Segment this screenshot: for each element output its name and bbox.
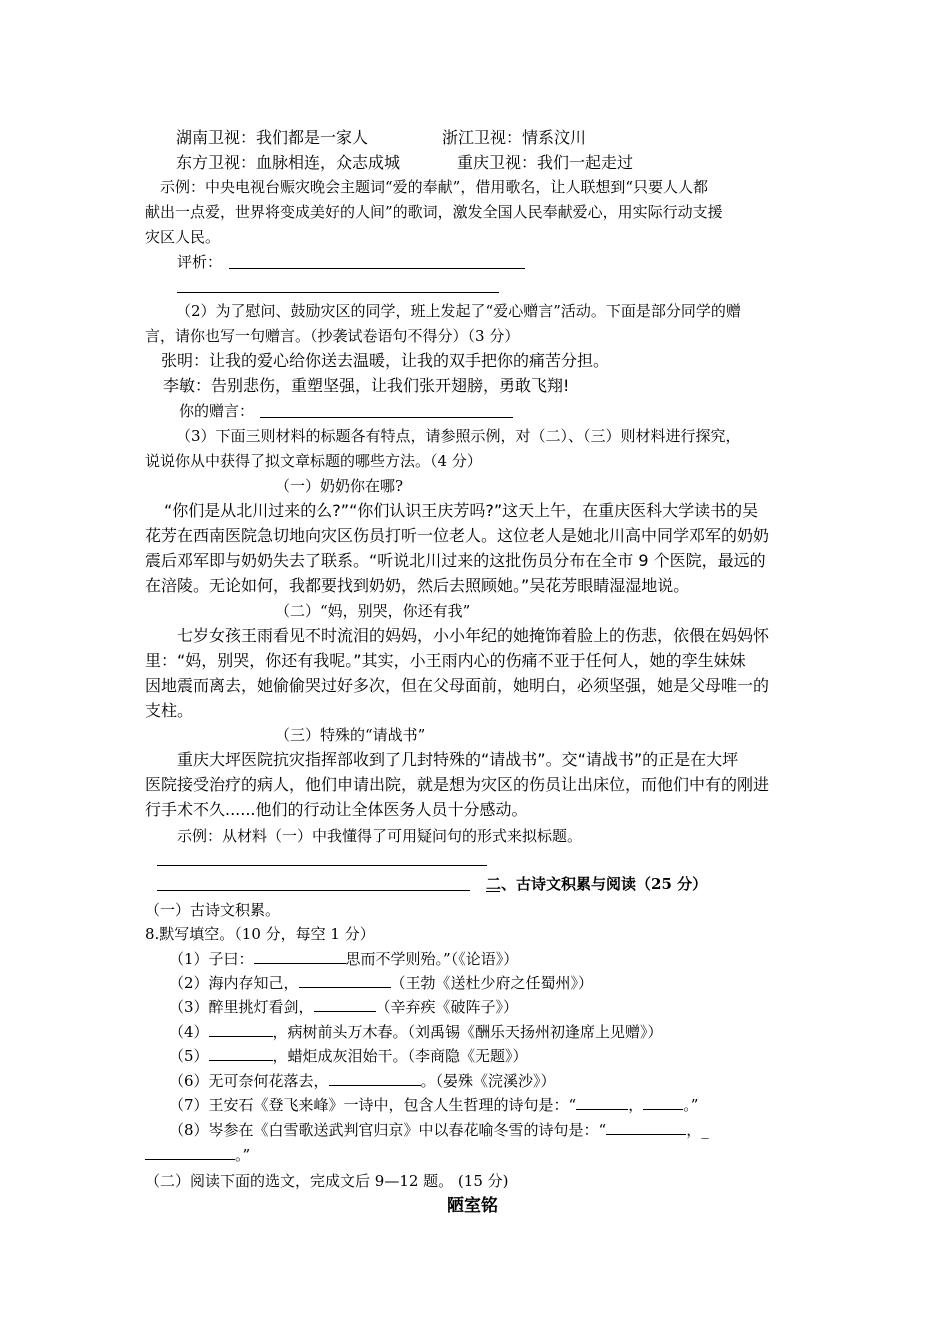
fill-blank[interactable] [145, 1145, 235, 1160]
theme-chongqing: 重庆卫视：我们一起走过 [457, 153, 634, 172]
fill-blank[interactable] [329, 1071, 421, 1086]
fill-blank[interactable] [209, 1046, 273, 1061]
material-1-line: 在涪陵。无论如何，我都要找到奶奶，然后去照顾她。”吴花芳眼睛湿湿地说。 [145, 576, 690, 595]
quote-limin: 李敏：告别悲伤，重塑坚强，让我们张开翅膀，勇敢飞翔! [163, 376, 570, 395]
material-3-line: 行手术不久......他们的行动让全体医务人员十分感动。 [145, 800, 528, 819]
poem-item-4: （4） ，病树前头万木春。（刘禹锡《酬乐天扬州初逢席上见赠》） [169, 1023, 663, 1041]
subsection-1-title: （一）古诗文积累。 [145, 901, 281, 919]
q2-line-1: （2）为了慰问、鼓励灾区的同学，班上发起了“爱心赠言”活动。下面是部分同学的赠 [176, 302, 741, 320]
fill-blank[interactable] [209, 1022, 273, 1037]
poem-item-5: （5） ，蜡炬成灰泪始干。（李商隐《无题》） [169, 1047, 528, 1065]
material-2-line: 里：“妈，别哭，你还有我呢。”其实，小王雨内心的伤痛不亚于任何人，她的孪生妹妹 [145, 651, 746, 670]
theme-dongfang: 东方卫视：血脉相连，众志成城 [176, 153, 401, 172]
poem-item-8-continued: 。” [145, 1145, 250, 1165]
example-line-2: 献出一点爱，世界将变成美好的人间”的歌词，激发全国人民奉献爱心，用实际行动支援 [145, 203, 723, 221]
q2-line-2: 言，请你也写一句赠言。（抄袭试卷语句不得分）（3 分） [145, 327, 520, 345]
material-1-line: 花芳在西南医院急切地向灾区伤员打听一位老人。这位老人是她北川高中同学邓军的奶奶 [145, 526, 770, 545]
q3-line-2: 说说你从中获得了拟文章标题的哪些方法。（4 分） [145, 452, 482, 470]
material-2-line: 因地震而离去，她偷偷哭过好多次，但在父母面前，她明白，必须坚强，她是父母唯一的 [145, 676, 770, 695]
poem-item-8: （8）岑参在《白雪歌送武判官归京》中以春花喻冬雪的诗句是：“ ，_ [169, 1121, 709, 1139]
fill-blank[interactable] [254, 949, 346, 964]
subsection-2-title: （二）阅读下面的选文，完成文后 9—12 题。 (15 分) [145, 1172, 509, 1190]
comment-answer-line-2[interactable] [177, 292, 499, 293]
poem-item-7: （7）王安石《登飞来峰》一诗中，包含人生哲理的诗句是：“ ， 。” [169, 1096, 699, 1114]
example-line-3: 灾区人民。 [145, 228, 221, 246]
fill-blank[interactable] [314, 997, 376, 1012]
material-2-title: （二）“妈，别哭，你还有我” [275, 602, 471, 620]
comment-label: 评析： [177, 253, 223, 271]
material-1-line: “你们是从北川过来的么?”“你们认识王庆芳吗?”这天上午，在重庆医科大学读书的吴 [164, 501, 759, 520]
example-line-1: 示例：中央电视台赈灾晚会主题词“爱的奉献”，借用歌名，让人联想到“只要人人都 [160, 178, 709, 196]
your-message-label: 你的赠言： [179, 402, 255, 420]
material-1-line: 震后邓军即与奶奶失去了联系。“听说北川过来的这批伤员分布在全市 9 个医院，最远的 [145, 551, 766, 570]
material-3-example: 示例：从材料（一）中我懂得了可用疑问句的形式来拟标题。 [177, 827, 583, 845]
theme-zhejiang: 浙江卫视：情系汶川 [442, 128, 587, 147]
q8-title: 8.默写填空。（10 分，每空 1 分） [145, 925, 375, 943]
material-1-title: （一）奶奶你在哪? [275, 477, 404, 495]
material-3-line: 重庆大坪医院抗灾指挥部收到了几封特殊的“请战书”。交“请战书”的正是在大坪 [177, 750, 739, 769]
q3-answer-line-2[interactable] [157, 890, 470, 891]
material-3-title: （三）特殊的“请战书” [275, 726, 426, 744]
poem-item-3: （3）醉里挑灯看剑， （辛弃疾《破阵子》） [169, 998, 519, 1016]
q3-answer-line-1[interactable] [157, 865, 487, 866]
material-2-line: 七岁女孩王雨看见不时流泪的妈妈，小小年纪的她掩饰着脸上的伤悲，依偎在妈妈怀 [177, 626, 770, 645]
material-3-line: 医院接受治疗的病人，他们申请出院，就是想为灾区的伤员让出床位，而他们中有的刚进 [145, 775, 770, 794]
q3-line-1: （3）下面三则材料的标题各有特点，请参照示例，对（二）、（三）则材料进行探究， [176, 427, 741, 445]
poem-item-6: （6）无可奈何花落去， 。（晏殊《浣溪沙》） [169, 1072, 556, 1090]
your-message-line[interactable] [260, 417, 513, 418]
heading-underline-stub [486, 891, 500, 892]
fill-blank[interactable] [299, 973, 391, 988]
fill-blank[interactable] [643, 1095, 683, 1110]
comment-answer-line-1[interactable] [229, 268, 525, 269]
poem-item-1: （1）子曰： 思而不学则殆。”（《论语》） [169, 950, 519, 968]
fill-blank[interactable] [606, 1120, 686, 1135]
poem-item-2: （2）海内存知己， （王勃《送杜少府之任蜀州》） [169, 974, 594, 992]
theme-hunan: 湖南卫视：我们都是一家人 [176, 128, 369, 147]
passage-title: 陋室铭 [447, 1196, 498, 1216]
material-2-line: 支柱。 [145, 701, 194, 720]
quote-zhangming: 张明：让我的爱心给你送去温暖，让我的双手把你的痛苦分担。 [161, 351, 610, 370]
fill-blank[interactable] [576, 1095, 628, 1110]
section-2-heading: 二、古诗文积累与阅读（25 分） [486, 875, 708, 893]
